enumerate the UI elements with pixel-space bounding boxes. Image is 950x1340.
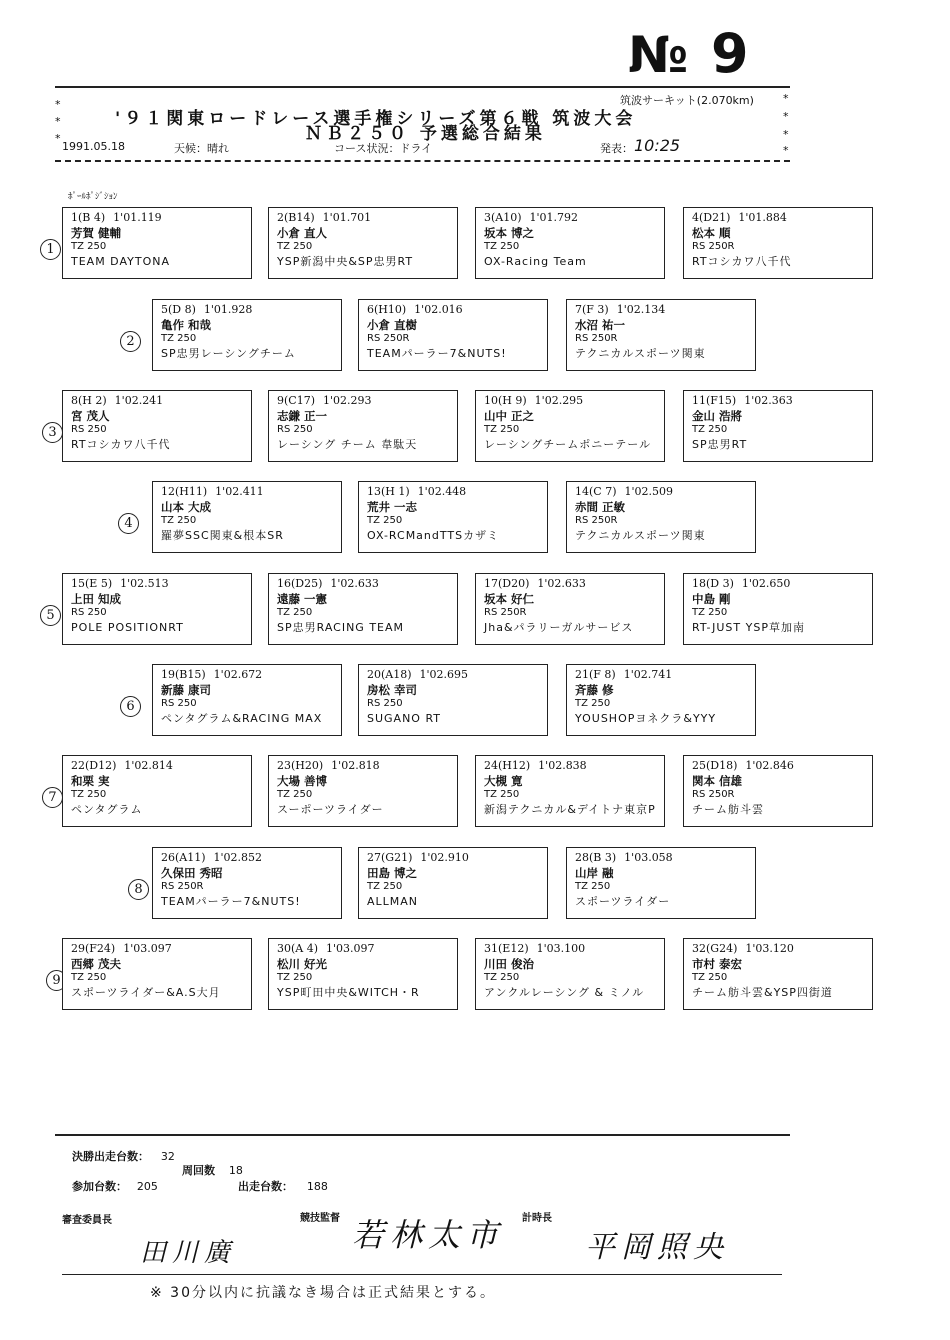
entry-position-time [692, 942, 872, 957]
entry-position: 14(C 7) [575, 485, 617, 498]
machine: RS 250R [575, 333, 618, 344]
entry-position-time [692, 394, 872, 409]
grid-entry [566, 481, 756, 553]
entries-label: 参加台数： [72, 1180, 127, 1193]
entry-position-time [367, 851, 547, 866]
row-number: 6 [120, 696, 141, 717]
team-name: OX-RCMandTTSカザミ [367, 528, 500, 542]
timekeeper-label: 計時長 [522, 1213, 552, 1224]
entries-value: 205 [136, 1180, 158, 1193]
entry-time: 1'02.650 [741, 577, 791, 590]
entry-time: 1'03.097 [123, 942, 172, 955]
header-announce-time: 10:25 [634, 136, 681, 155]
entry-position-time [484, 394, 664, 409]
rider-name: 荒井 一志 [367, 499, 418, 514]
machine: TZ 250 [484, 424, 520, 435]
rider-name: 大場 善博 [277, 773, 328, 788]
entry-time: 1'02.016 [414, 303, 463, 316]
entry-position-time [692, 759, 872, 774]
entry-time: 1'02.633 [330, 577, 379, 590]
entry-time: 1'02.293 [323, 394, 372, 407]
team-name: チーム舫斗雲&YSP四街道 [692, 985, 833, 999]
entry-position: 31(E12) [484, 942, 529, 955]
race-director-label: 競技監督 [300, 1213, 340, 1224]
entry-time: 1'02.672 [213, 668, 263, 681]
starters-value: 188 [306, 1180, 328, 1193]
team-name: SUGANO RT [367, 711, 442, 725]
entry-position-time [692, 211, 872, 226]
entry-position-time [161, 668, 341, 683]
machine: TZ 250 [161, 333, 197, 344]
team-name: OX-Racing Team [484, 254, 587, 268]
grid-entry [152, 481, 342, 553]
entry-time: 1'02.363 [744, 394, 793, 407]
entry-time: 1'02.910 [420, 851, 469, 864]
machine: TZ 250 [71, 972, 107, 983]
entry-time: 1'03.120 [745, 942, 794, 955]
team-name: SP忠男RACING TEAM [277, 620, 405, 634]
starters-label: 出走台数： [238, 1180, 293, 1193]
entry-time: 1'02.852 [213, 851, 263, 864]
entry-position: 13(H 1) [367, 485, 410, 498]
machine: TZ 250 [367, 881, 403, 892]
team-name: RTコシカワ八千代 [71, 437, 171, 451]
page-number-value: 9 [710, 22, 751, 85]
entry-time: 1'01.119 [113, 211, 162, 224]
rider-name: 芳賀 健輔 [71, 225, 122, 240]
grid-entry [683, 938, 873, 1010]
protest-note: ※ 30分以内に抗議なき場合は正式結果とする。 [150, 1285, 496, 1301]
team-name: TEAM DAYTONA [71, 254, 170, 268]
machine: RS 250 [367, 698, 403, 709]
grid-entry [268, 573, 458, 645]
entry-position-time [367, 668, 547, 683]
header-venue: 筑波サーキット(2.070km) [620, 94, 754, 107]
machine: RS 250 [161, 698, 197, 709]
laps-value: 18 [228, 1164, 243, 1177]
footer-rule [55, 1134, 790, 1136]
grid-entry [358, 299, 548, 371]
rider-name: 志鎌 正一 [277, 408, 328, 423]
entry-position-time [484, 211, 664, 226]
rider-name: 新藤 康司 [161, 682, 212, 697]
rider-name: 斉藤 修 [575, 682, 614, 697]
entry-position: 25(D18) [692, 759, 738, 772]
machine: TZ 250 [484, 241, 520, 252]
entry-position-time [71, 211, 251, 226]
team-name: ALLMAN [367, 894, 419, 908]
race-director-signature: 若林太市 [352, 1216, 505, 1254]
grid-entry [683, 207, 873, 279]
entry-position-time [277, 394, 457, 409]
grid-entry [683, 755, 873, 827]
entry-position-time [484, 759, 664, 774]
entry-time: 1'02.838 [538, 759, 587, 772]
rider-name: 房松 幸司 [367, 682, 418, 697]
header-weather: 天候：晴れ [174, 142, 229, 155]
page-number-prefix: № [628, 26, 691, 84]
team-name: ペンタグラム&RACING MAX [161, 711, 323, 725]
rider-name: 上田 知成 [71, 591, 122, 606]
laps [182, 1162, 243, 1178]
entry-position-time [692, 577, 872, 592]
grid-entry [152, 299, 342, 371]
signature-rule [62, 1274, 782, 1275]
entry-position-time [161, 485, 341, 500]
header-star: * [783, 144, 789, 157]
team-name: TEAMパーラー7&NUTS! [161, 894, 301, 908]
entry-position-time [575, 668, 755, 683]
machine: TZ 250 [692, 424, 728, 435]
machine: TZ 250 [484, 972, 520, 983]
team-name: SP忠男レーシングチーム [161, 346, 296, 360]
rider-name: 関本 信雄 [692, 773, 743, 788]
grid-entry [152, 664, 342, 736]
machine: TZ 250 [692, 972, 728, 983]
entry-time: 1'02.741 [623, 668, 673, 681]
entry-position: 11(F15) [692, 394, 737, 407]
entry-position-time [277, 942, 457, 957]
chief-steward-label: 審査委員長 [62, 1215, 112, 1226]
row-number: 7 [42, 787, 63, 808]
entry-time: 1'02.295 [534, 394, 584, 407]
header-course: コース状況：ドライ [334, 142, 433, 155]
entry-position-time [161, 851, 341, 866]
machine: TZ 250 [277, 789, 313, 800]
grid-entry [475, 573, 665, 645]
grid-entry [62, 938, 252, 1010]
entry-position: 7(F 3) [575, 303, 609, 316]
rider-name: 山中 正之 [484, 408, 535, 423]
team-name: SP忠男RT [692, 437, 748, 451]
entry-time: 1'01.928 [203, 303, 253, 316]
grid-entry [475, 207, 665, 279]
entry-time: 1'03.100 [536, 942, 586, 955]
team-name: RT-JUST YSP草加南 [692, 620, 805, 634]
grid-entry [683, 390, 873, 462]
machine: TZ 250 [71, 789, 107, 800]
grid-entry [62, 207, 252, 279]
team-name: ペンタグラム [71, 802, 143, 816]
machine: RS 250 [71, 424, 107, 435]
team-name: レーシングチームポニーテール [484, 437, 652, 451]
entry-position-time [277, 211, 457, 226]
entry-position-time [277, 759, 457, 774]
laps-label: 周回数 [182, 1164, 215, 1177]
machine: TZ 250 [575, 698, 611, 709]
rider-name: 田島 博之 [367, 865, 418, 880]
entry-time: 1'02.846 [745, 759, 794, 772]
grid-entry [358, 664, 548, 736]
entry-time: 1'02.448 [417, 485, 467, 498]
team-name: 新潟テクニカル&デイトナ東京P [484, 802, 656, 816]
grid-entry [358, 847, 548, 919]
entry-time: 1'02.818 [331, 759, 380, 772]
rider-name: 坂本 好仁 [484, 591, 535, 606]
grid-entry [475, 938, 665, 1010]
machine: RS 250 [277, 424, 313, 435]
team-name: レーシング チーム 韋駄天 [277, 437, 418, 451]
entry-position-time [575, 851, 755, 866]
row-number: 4 [118, 513, 139, 534]
grid-entry [152, 847, 342, 919]
header-top-rule [55, 86, 790, 88]
machine: TZ 250 [277, 972, 313, 983]
timekeeper-signature: 平岡照央 [585, 1230, 729, 1265]
team-name: 羅夢SSC関東&根本SR [161, 528, 284, 542]
rider-name: 松本 順 [692, 225, 731, 240]
rider-name: 小倉 直樹 [367, 317, 418, 332]
entry-time: 1'01.792 [529, 211, 579, 224]
entry-position: 1(B 4) [71, 211, 106, 224]
rider-name: 西郷 茂夫 [71, 956, 122, 971]
entry-position-time [161, 303, 341, 318]
team-name: YSP新潟中央&SP忠男RT [277, 254, 414, 268]
entry-position: 10(H 9) [484, 394, 527, 407]
header-announce-label: 発表： [600, 142, 633, 155]
header-bottom-rule [55, 160, 790, 162]
row-number: 3 [42, 422, 63, 443]
row-number: 1 [40, 239, 61, 260]
entry-position: 21(F 8) [575, 668, 616, 681]
grid-entry [475, 755, 665, 827]
entry-position-time [484, 942, 664, 957]
entry-position: 32(G24) [692, 942, 738, 955]
machine: TZ 250 [161, 515, 197, 526]
machine: RS 250R [484, 607, 527, 618]
entry-time: 1'02.513 [120, 577, 169, 590]
grid-entry [62, 755, 252, 827]
machine: RS 250R [692, 241, 735, 252]
entry-position: 2(B14) [277, 211, 315, 224]
entry-position: 28(B 3) [575, 851, 617, 864]
team-name: テクニカルスポーツ関東 [575, 528, 706, 542]
machine: TZ 250 [367, 515, 403, 526]
entry-position: 15(E 5) [71, 577, 113, 590]
rider-name: 中島 剛 [692, 591, 731, 606]
entry-position: 5(D 8) [161, 303, 196, 316]
entry-position: 4(D21) [692, 211, 731, 224]
entry-time: 1'02.509 [624, 485, 674, 498]
grid-entry [268, 207, 458, 279]
grid-entry [268, 938, 458, 1010]
row-number: 2 [120, 331, 141, 352]
entry-time: 1'01.884 [738, 211, 787, 224]
finals-starters-label: 決勝出走台数： [72, 1150, 149, 1163]
machine: TZ 250 [484, 789, 520, 800]
entry-position-time [71, 577, 251, 592]
entry-time: 1'03.097 [326, 942, 375, 955]
header-title: '９１関東ロードレース選手権シリーズ第６戦 筑波大会 [115, 109, 637, 129]
machine: TZ 250 [277, 607, 313, 618]
rider-name: 和栗 実 [71, 773, 110, 788]
entries [72, 1178, 158, 1194]
entry-time: 1'02.411 [215, 485, 264, 498]
team-name: テクニカルスポーツ関東 [575, 346, 706, 360]
row-number: 9 [46, 970, 67, 991]
chief-steward-signature: 田川廣 [140, 1238, 237, 1268]
header-star: * [55, 98, 61, 111]
starters [238, 1178, 328, 1194]
rider-name: 遠藤 一憲 [277, 591, 328, 606]
machine: RS 250R [692, 789, 735, 800]
entry-position-time [367, 485, 547, 500]
entry-position: 20(A18) [367, 668, 412, 681]
rider-name: 山岸 融 [575, 865, 614, 880]
header-meta [62, 136, 782, 156]
grid-entry [475, 390, 665, 462]
rider-name: 水沼 祐一 [575, 317, 626, 332]
rider-name: 山本 大成 [161, 499, 212, 514]
rider-name: 松川 好光 [277, 956, 328, 971]
machine: RS 250R [161, 881, 204, 892]
page-number [628, 22, 751, 85]
team-name: スーポーツライダー [277, 802, 384, 816]
entry-position: 6(H10) [367, 303, 407, 316]
grid-entry [358, 481, 548, 553]
finals-starters [72, 1148, 175, 1164]
rider-name: 大槻 寛 [484, 773, 523, 788]
entry-position: 24(H12) [484, 759, 531, 772]
machine: TZ 250 [575, 881, 611, 892]
grid-entry [268, 755, 458, 827]
grid-entry [268, 390, 458, 462]
entry-position: 23(H20) [277, 759, 324, 772]
rider-name: 市村 泰宏 [692, 956, 743, 971]
header-subtitle: ＮＢ２５０ 予選総合結果 [305, 124, 546, 144]
entry-position-time [484, 577, 664, 592]
rider-name: 赤間 正敏 [575, 499, 626, 514]
row-number: 5 [40, 605, 61, 626]
row-number: 8 [128, 879, 149, 900]
entry-position: 18(D 3) [692, 577, 734, 590]
machine: TZ 250 [71, 241, 107, 252]
entry-position: 29(F24) [71, 942, 116, 955]
rider-name: 坂本 博之 [484, 225, 535, 240]
team-name: Jha&パラリーガルサービス [484, 620, 634, 634]
grid-entry [683, 573, 873, 645]
team-name: YSP町田中央&WITCH・R [277, 985, 420, 999]
entry-time: 1'03.058 [624, 851, 673, 864]
rider-name: 亀作 和哉 [161, 317, 212, 332]
entry-position-time [575, 485, 755, 500]
grid-entry [566, 299, 756, 371]
entry-time: 1'02.241 [114, 394, 164, 407]
entry-position: 3(A10) [484, 211, 522, 224]
entry-position-time [575, 303, 755, 318]
entry-time: 1'01.701 [322, 211, 372, 224]
entry-position: 16(D25) [277, 577, 323, 590]
pole-position-label: ﾎﾟｰﾙﾎﾟｼﾞｼｮﾝ [68, 192, 118, 202]
entry-position: 22(D12) [71, 759, 117, 772]
machine: RS 250 [71, 607, 107, 618]
machine: RS 250R [575, 515, 618, 526]
machine: TZ 250 [277, 241, 313, 252]
machine: RS 250R [367, 333, 410, 344]
entry-time: 1'02.695 [419, 668, 469, 681]
grid-entry [62, 573, 252, 645]
entry-position-time [277, 577, 457, 592]
entry-position: 12(H11) [161, 485, 208, 498]
machine: TZ 250 [692, 607, 728, 618]
entry-position: 19(B15) [161, 668, 206, 681]
grid-entry [566, 664, 756, 736]
entry-position-time [71, 942, 251, 957]
entry-time: 1'02.633 [537, 577, 586, 590]
team-name: スポーツライダー [575, 894, 671, 908]
entry-position: 30(A 4) [277, 942, 319, 955]
team-name: アンクルレーシング & ミノル [484, 985, 645, 999]
rider-name: 川田 俊治 [484, 956, 535, 971]
entry-position: 27(G21) [367, 851, 413, 864]
entry-position: 8(H 2) [71, 394, 107, 407]
header-star: * [55, 115, 61, 128]
rider-name: 久保田 秀昭 [161, 865, 223, 880]
rider-name: 金山 浩將 [692, 408, 743, 423]
header-star: * [783, 92, 789, 105]
header-star: * [783, 128, 789, 141]
entry-position: 26(A11) [161, 851, 206, 864]
entry-position: 9(C17) [277, 394, 315, 407]
finals-starters-value: 32 [160, 1150, 175, 1163]
team-name: スポーツライダー&A.S大月 [71, 985, 221, 999]
rider-name: 宮 茂人 [71, 408, 110, 423]
grid-entry [62, 390, 252, 462]
entry-time: 1'02.814 [124, 759, 173, 772]
team-name: チーム舫斗雲 [692, 802, 764, 816]
team-name: YOUSHOPヨネクラ&YYY [575, 711, 717, 725]
entry-time: 1'02.134 [616, 303, 666, 316]
entry-position-time [71, 394, 251, 409]
entry-position-time [367, 303, 547, 318]
team-name: TEAMパーラー7&NUTS! [367, 346, 507, 360]
header-star: * [783, 110, 789, 123]
entry-position: 17(D20) [484, 577, 530, 590]
team-name: POLE POSITIONRT [71, 620, 184, 634]
rider-name: 小倉 直人 [277, 225, 328, 240]
header-date: 1991.05.18 [62, 140, 125, 153]
entry-position-time [71, 759, 251, 774]
header-star: * [55, 132, 61, 145]
team-name: RTコシカワ八千代 [692, 254, 792, 268]
grid-entry [566, 847, 756, 919]
